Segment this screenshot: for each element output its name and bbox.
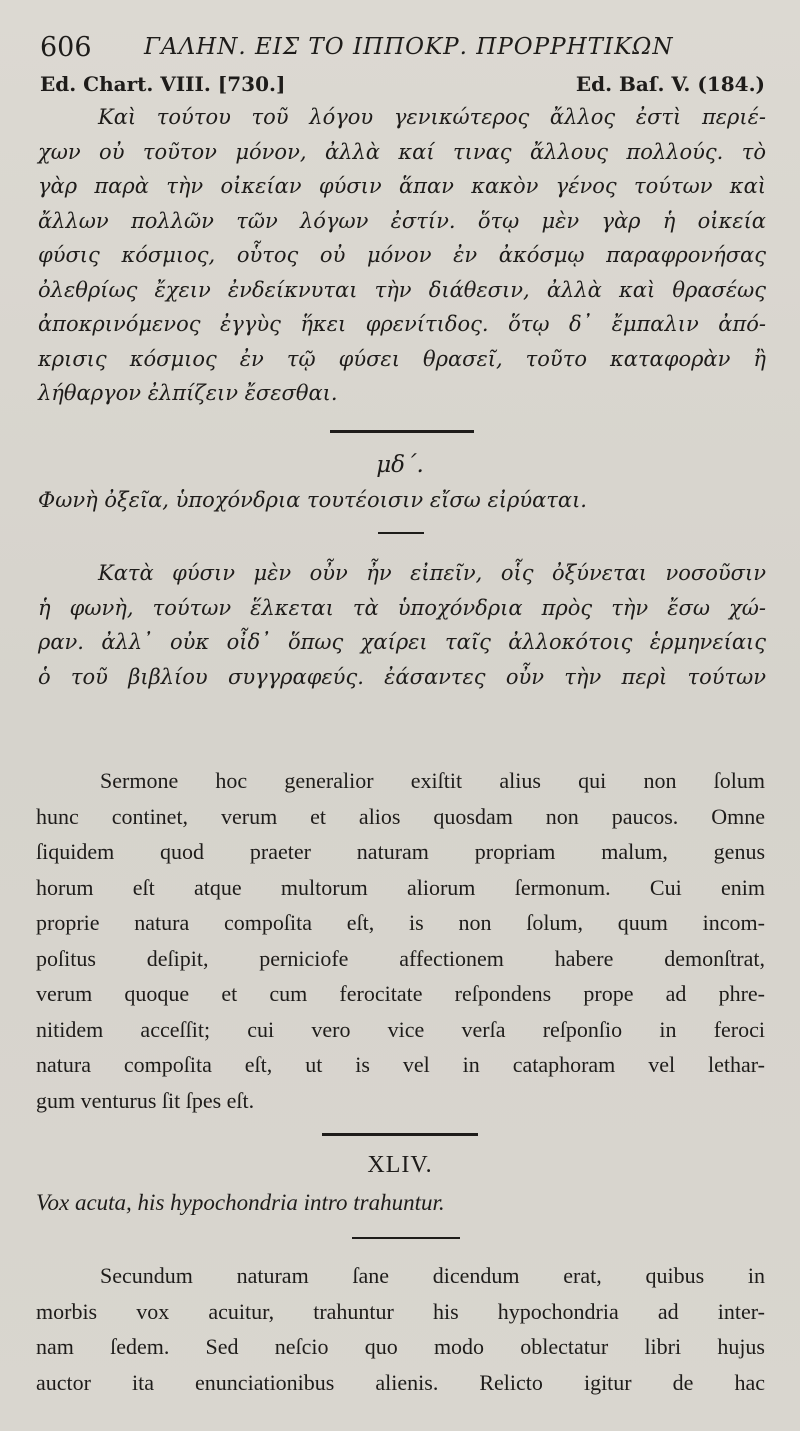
text-line: natura compoſita eſt, ut is vel in cataphoram vel lethar- [36,1052,765,1077]
section-divider [322,1133,478,1136]
edition-line [40,72,765,100]
text-line: hunc continet, verum et alios quosdam non paucos. Omne [36,803,765,829]
page-header [40,30,770,66]
text-line: Κατὰ φύσιν μὲν οὖν ἦν εἰπεῖν, οἷς ὀξύνεται νοσοῦσιν [98,561,766,585]
text-line: γὰρ παρὰ τὴν οἰκείαν φύσιν ἅπαν κακὸν γένος τούτων καὶ [38,174,766,198]
latin-commentary-1 [36,763,765,1118]
text-line: verum quoque et cum ferocitate reſpondens prope ad phre- [36,981,765,1006]
edition-basel: Ed. Baſ. V. (184.) [575,72,765,96]
text-line: auctor ita enunciationibus alienis. Relicto igitur de hac [36,1369,765,1395]
text-line: ἄλλων πολλῶν τῶν λόγων ἐστίν. ὅτῳ μὲν γὰρ ἡ οἰκεία [38,208,766,233]
text-line: horum eſt atque multorum aliorum ſermonum. Cui enim [36,874,765,900]
page-number: 606 [40,32,92,63]
text-line: λήθαργον ἐλπίζειν ἔσεσθαι. [38,381,338,405]
text-line: nitidem acceſſit; cui vero vice verſa reſponſio in feroci [36,1016,765,1042]
section-divider [330,430,474,433]
aphorism-divider [352,1237,460,1239]
text-line: nam ſedem. Sed neſcio quo modo oblectatur libri hujus [36,1334,765,1359]
text-line: κρισις κόσμιος ἐν τῷ φύσει θρασεῖ, τοῦτο καταφορὰν ἢ [38,346,766,371]
greek-commentary-1 [38,100,766,411]
aphorism-divider [378,532,424,534]
latin-commentary-2 [36,1258,765,1400]
text-line: ραν. ἀλλ᾽ οὐκ οἶδ᾽ ὅπως χαίρει ταῖς ἀλλοκότοις ἑρμηνείαις [38,630,766,654]
running-title: ΓΑΛΗΝ. ΕΙΣ ΤΟ ΙΠΠΟΚΡ. ΠΡΟΡΡΗΤΙΚΩΝ [144,34,674,60]
greek-section-number: μδ΄. [376,452,424,478]
latin-section-number: XLIV. [367,1152,433,1178]
edition-chartier: Ed. Chart. VIII. [730.] [40,72,286,96]
text-line: proprie natura compoſita eſt, is non ſolum, quum incom- [36,910,765,935]
text-line: ſiquidem quod praeter naturam propriam malum, genus [36,839,765,864]
text-line: poſitus deſipit, perniciofe affectionem habere demonſtrat, [36,945,765,971]
greek-commentary-2 [38,556,766,694]
text-line: gum venturus ſit ſpes eſt. [36,1087,255,1113]
text-line: ἡ φωνὴ, τούτων ἕλκεται τὰ ὑποχόνδρια πρὸς τὴν ἔσω χώ- [38,595,766,620]
text-line: ἀποκρινόμενος ἐγγὺς ἥκει φρενίτιδος. ὅτῳ δ᾽ ἔμπαλιν ἀπό- [38,312,766,336]
text-line: Καὶ τούτου τοῦ λόγου γενικώτερος ἄλλος ἐστὶ περιέ- [98,105,766,129]
text-line: morbis vox acuitur, trahuntur his hypochondria ad inter- [36,1298,765,1324]
text-line: χων οὐ τοῦτον μόνον, ἀλλὰ καί τινας ἄλλους πολλούς. τὸ [38,139,766,164]
text-line: Secundum naturam ſane dicendum erat, quibus in [100,1263,765,1288]
latin-aphorism: Vox acuta, his hypochondria intro trahuntur. [36,1190,445,1215]
text-line: Sermone hoc generalior exiſtit alius qui non ſolum [100,768,765,793]
text-line: φύσις κόσμιος, οὗτος οὐ μόνον ἐν ἀκόσμῳ παραφρονήσας [38,243,766,267]
greek-aphorism: Φωνὴ ὀξεῖα, ὑποχόνδρια τουτέοισιν εἴσω εἰρύαται. [38,488,587,512]
text-line: ὀλεθρίως ἔχειν ἐνδείκνυται τὴν διάθεσιν, ἀλλὰ καὶ θρασέως [38,277,766,302]
text-line: ὁ τοῦ βιβλίου συγγραφεύς. ἐάσαντες οὖν τὴν περὶ τούτων [38,664,766,689]
